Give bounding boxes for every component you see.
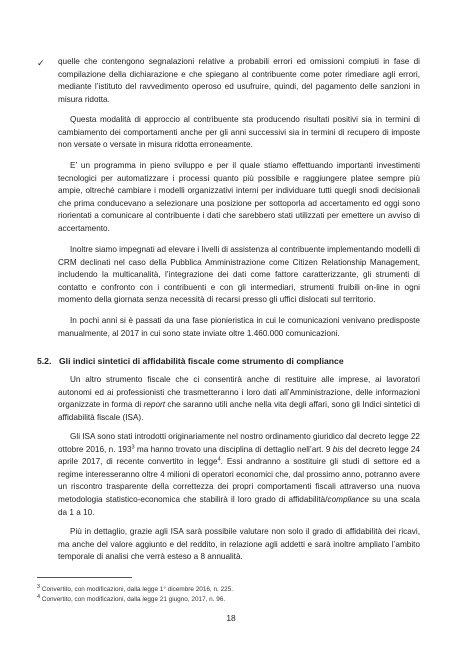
footnote-ref-3[interactable]: 3 — [131, 443, 135, 450]
bullet-item: quelle che contengono segnalazioni relative a probabili errori ed omissioni compiuti in fase di compilazione della dichiarazione e che spiegano al contribuente come poter rimediare agli errori, mediante l’istituto del ravvedimento operoso ed usufruire, quindi, del pagamento delle sanzioni in misura ridotta. — [58, 57, 420, 104]
section-title: Gli indici sintetici di affidabilità fiscale come strumento di compliance — [59, 356, 344, 366]
paragraph-isa-detail: Più in dettaglio, grazie agli ISA sarà possibile valutare non solo il grado di affidabilità dei ricavi, ma anche del valore aggiunto e del reddito, in relazione agli addetti e sarà inoltre ampliato l’ambito temporale di analisi che verrà esteso a 8 annualità. — [58, 527, 420, 562]
paragraph-isa-law: Gli ISA sono stati introdotti originariamente nel nostro ordinamento giuridico dal decreto legge 22 ottobre 2016, n. $193^3$ ma hanno trovato una disciplina di dettaglio nell’art. 9 bis del decreto legge 24 aprile 2017, di recente convertito in legge$^4$. Essi andranno a sostituire gli studi di settore ed a regime interesseranno oltre 4 milioni di operatori economici che, dal prossimo anno, potranno avere un riscontro trasparente della correttezza dei propri comportamenti fiscali attraverso una nuova metodologia statistico-economica che stabilirà il loro grado di affidabilità/compliance su una scala da 1 a 10. — [58, 432, 420, 517]
paragraph-communications: In pochi anni si è passati da una fase pionieristica in cui le comunicazioni venivano predisposte manualmente, al 2017 in cui sono state inviate oltre 1.460.000 comunicazioni. — [58, 316, 420, 338]
footnote-3: $^3$ Convertito, con modificazioni, dalla legge 1° dicembre 2016, n. 225. — [37, 583, 234, 593]
paragraph-approach: Questa modalità di approccio al contribuente sta producendo risultati positivi sia in termini di cambiamento dei comportamenti anche per gli anni successivi sia in termini di recupero di imposte non versate o versate in misura ridotta erroneamente. — [58, 115, 420, 150]
footnote-ref-4[interactable]: 4 — [217, 456, 221, 463]
paragraph-isa-intro: Un altro strumento fiscale che ci consentirà anche di restituire alle imprese, ai lavoratori autonomi ed ai professionisti che trasmetteranno i loro dati all’Amministrazione, delle informazioni organizzate in forma di report che saranno utili anche nella vita degli affari, sono gli Indici sintetici di affidabilità fiscale (ISA). — [58, 375, 420, 422]
paragraph-program: E’ un programma in pieno sviluppo e per il quale stiamo effettuando importanti investimenti tecnologici per automatizzare i processi quanto più possibile e raggiungere platee sempre più ampie, oltreché cambiare i modelli organizzativi interni per individuare tutti quegli snodi decisionali che prima conducevano a selezionare una posizione per sottoporla ad accertamento ed oggi sono riorientati a comunicare al contribuente i dati che sarebbero stati utilizzati per emettere un avviso di accertamento. — [58, 161, 420, 233]
footnote-4: $^4$ Convertito, con modificazioni, dalla legge 21 giugno, 2017, n. 96. — [37, 593, 226, 603]
section-heading — [37, 356, 344, 366]
checkmark-icon: ✓ — [37, 58, 45, 68]
paragraph-crm: Inoltre siamo impegnati ad elevare i livelli di assistenza al contribuente implementando modelli di CRM declinati nel caso della Pubblica Amministrazione come Citizen Relationship Management, includendo la multicanalità, l’integrazione dei dati come fattore caratterizzante, gli strumenti di contatto e confronto con i contribuenti e con gli intermediari, strumenti fruibili on-line in ogni momento della giornata senza necessità di recarsi presso gli uffici dislocati sul territorio. — [58, 245, 420, 305]
footnote-divider — [37, 577, 132, 578]
section-number: 5.2. — [37, 356, 52, 366]
page-number: 18 — [226, 613, 236, 623]
